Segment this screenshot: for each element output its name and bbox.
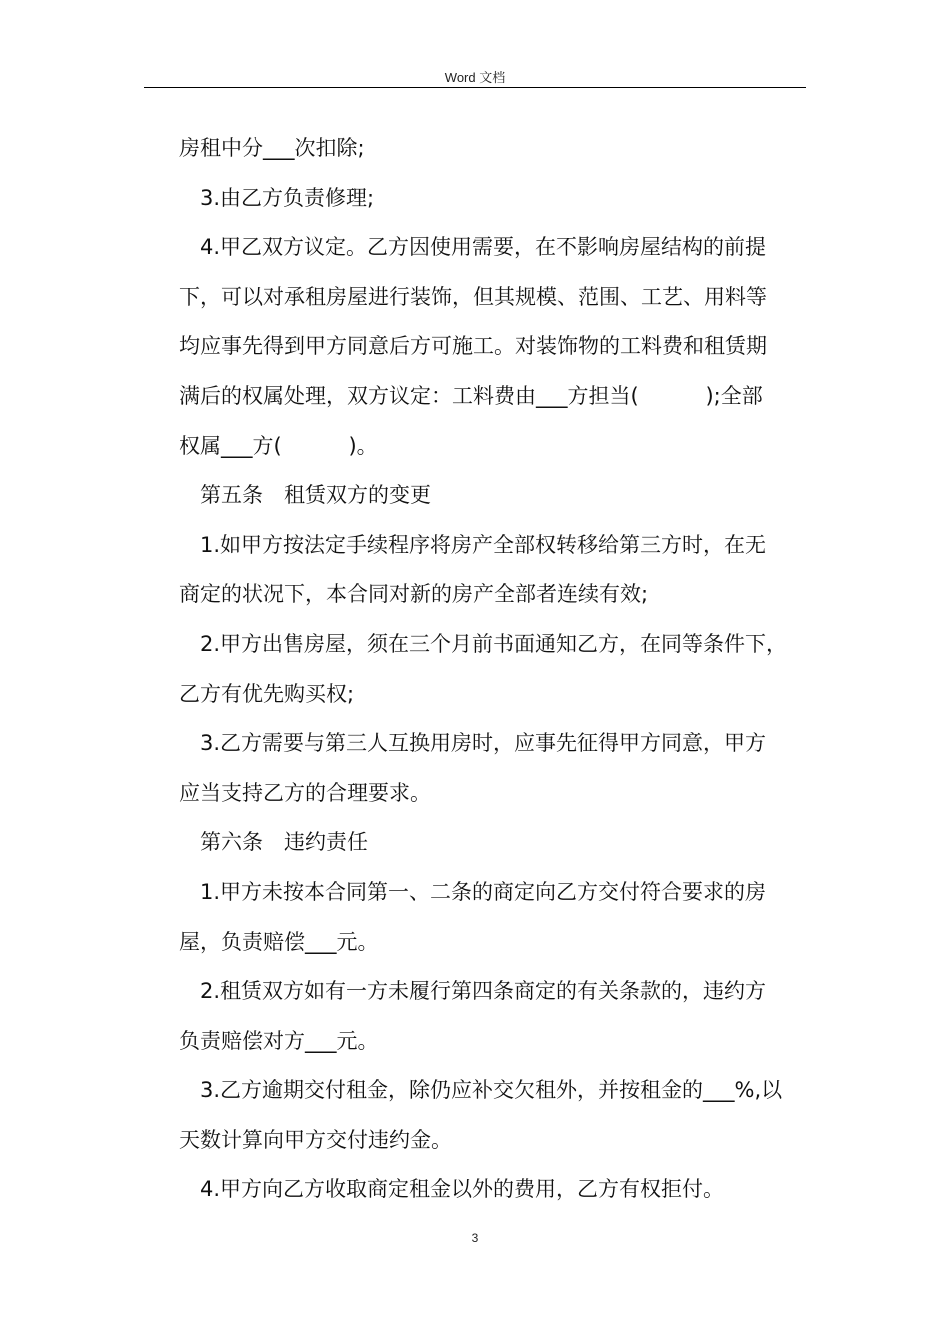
- text-line: 权属___方( )。: [179, 433, 378, 458]
- text-line: 下，可以对承租房屋进行装饰，但其规模、范围、工艺、用料等: [179, 284, 767, 309]
- text-line: 满后的权属处理，双方议定：工料费由___方担当( );全部: [179, 383, 763, 408]
- text-line: 3.由乙方负责修理;: [200, 185, 375, 210]
- text-line: 负责赔偿对方___元。: [179, 1028, 379, 1053]
- text-line: 2.甲方出售房屋，须在三个月前书面通知乙方，在同等条件下，: [200, 631, 788, 656]
- text-line: 均应事先得到甲方同意后方可施工。对装饰物的工料费和租赁期: [179, 334, 767, 359]
- text-line: 应当支持乙方的合理要求。: [179, 780, 431, 805]
- page-number: 3: [471, 1231, 479, 1245]
- text-line: 2.租赁双方如有一方未履行第四条商定的有关条款的，违约方: [200, 979, 767, 1004]
- text-line: 4.甲方向乙方收取商定租金以外的费用，乙方有权拒付。: [200, 1177, 725, 1202]
- header-title: Word 文档: [444, 70, 506, 85]
- header-divider: [144, 87, 806, 88]
- text-line: 3.乙方需要与第三人互换用房时，应事先征得甲方同意，甲方: [200, 731, 767, 756]
- section-heading: 第五条 租赁双方的变更: [200, 483, 431, 508]
- text-line: 天数计算向甲方交付违约金。: [179, 1127, 452, 1152]
- text-line: 1.如甲方按法定手续程序将房产全部权转移给第三方时，在无: [200, 532, 767, 557]
- text-line: 商定的状况下，本合同对新的房产全部者连续有效;: [179, 582, 649, 607]
- text-line: 4.甲乙双方议定。乙方因使用需要，在不影响房屋结构的前提: [200, 235, 767, 260]
- section-heading: 第六条 违约责任: [200, 830, 368, 855]
- text-line: 房租中分___次扣除;: [179, 136, 365, 160]
- document-body: [179, 124, 809, 1215]
- text-line: 屋，负责赔偿___元。: [179, 929, 379, 954]
- text-line: 乙方有优先购买权;: [179, 681, 355, 706]
- text-line: 1.甲方未按本合同第一、二条的商定向乙方交付符合要求的房: [200, 879, 767, 904]
- text-line: 3.乙方逾期交付租金，除仍应补交欠租外，并按租金的___%,以: [200, 1078, 783, 1103]
